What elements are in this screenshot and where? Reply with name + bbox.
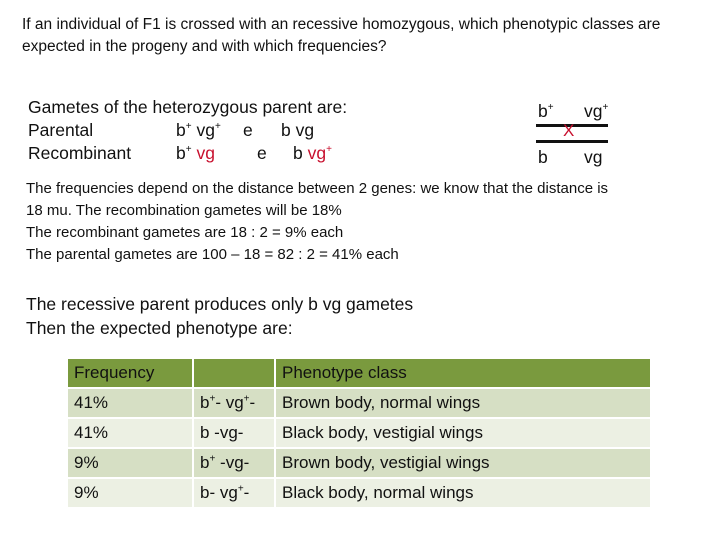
- phenotype-table: [66, 357, 652, 509]
- table-header-row: [68, 359, 650, 387]
- cell-phenotype: Black body, normal wings: [276, 479, 650, 507]
- header-frequency: Frequency: [68, 359, 192, 387]
- recessive-line: The recessive parent produces only b vg gametes: [26, 294, 414, 314]
- cross-bottom-vg: vg: [584, 147, 603, 167]
- recombinant-label: Recombinant: [28, 143, 132, 163]
- recessive-paragraph: [26, 292, 706, 340]
- recessive-line: Then the expected phenotype are:: [26, 318, 293, 338]
- parental-gamete-2: b vg: [281, 120, 315, 140]
- table-row: [68, 389, 650, 417]
- recombinant-gamete-2: b vg+: [293, 143, 332, 163]
- header-phenotype: Phenotype class: [276, 359, 650, 387]
- cell-frequency: 9%: [68, 449, 192, 477]
- table-row: [68, 419, 650, 447]
- gametes-heading: Gametes of the heterozygous parent are:: [28, 97, 348, 117]
- cell-genotype: b- vg+-: [194, 479, 274, 507]
- cell-genotype: b+- vg+-: [194, 389, 274, 417]
- cross-top-vg: vg+: [584, 101, 609, 121]
- explanation-line: 18 mu. The recombination gametes will be 18%: [26, 202, 342, 219]
- cell-frequency: 9%: [68, 479, 192, 507]
- cross-top-b: b+: [538, 101, 554, 121]
- recombinant-and: e: [257, 143, 267, 163]
- cell-phenotype: Brown body, vestigial wings: [276, 449, 650, 477]
- explanation-line: The parental gametes are 100 – 18 = 82 : 2 = 41% each: [26, 246, 399, 263]
- cell-genotype: b+ -vg-: [194, 449, 274, 477]
- cell-phenotype: Brown body, normal wings: [276, 389, 650, 417]
- cell-genotype: b -vg-: [194, 419, 274, 447]
- chromosome-bar-bottom: [536, 140, 608, 143]
- crossover-x: X: [563, 121, 575, 140]
- cross-bottom-b: b: [538, 147, 548, 167]
- question-text: If an individual of F1 is crossed with an recessive homozygous, which phenotypic classes are expected in the progeny and with which frequencies?: [22, 16, 661, 55]
- cell-frequency: 41%: [68, 389, 192, 417]
- recombinant-gamete-1: b+ vg: [176, 143, 215, 163]
- parental-and: e: [243, 120, 253, 140]
- parental-gamete-1: b+ vg+: [176, 120, 221, 140]
- parental-label: Parental: [28, 120, 94, 140]
- table-row: [68, 449, 650, 477]
- cell-phenotype: Black body, vestigial wings: [276, 419, 650, 447]
- table-row: [68, 479, 650, 507]
- explanation-paragraph: [26, 178, 706, 266]
- header-genotype: [194, 359, 274, 387]
- explanation-line: The frequencies depend on the distance between 2 genes: we know that the distance is: [26, 180, 609, 197]
- explanation-line: The recombinant gametes are 18 : 2 = 9% each: [26, 224, 344, 241]
- cell-frequency: 41%: [68, 419, 192, 447]
